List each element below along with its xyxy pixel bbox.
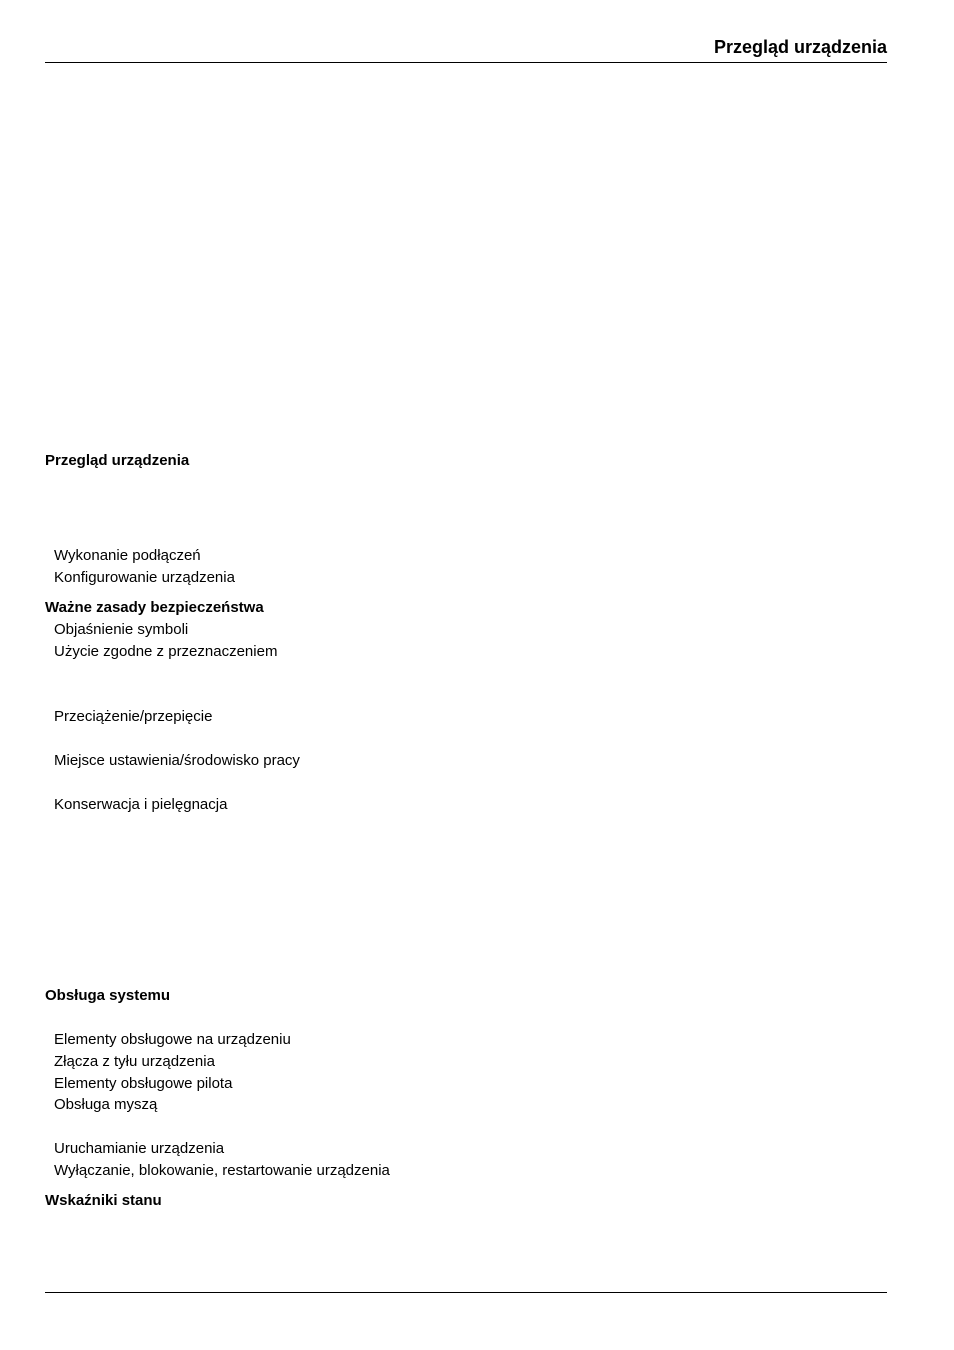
toc-item-remote-controls[interactable]: Elementy obsługowe pilota — [54, 1075, 233, 1092]
header-rule — [45, 62, 887, 63]
toc-item-mouse[interactable]: Obsługa myszą — [54, 1096, 158, 1113]
toc-section-safety[interactable]: Ważne zasady bezpieczeństwa — [45, 599, 264, 616]
toc-item-maintenance[interactable]: Konserwacja i pielęgnacja — [54, 796, 228, 813]
toc-item-shutdown[interactable]: Wyłączanie, blokowanie, restartowanie urządzenia — [54, 1162, 390, 1179]
page-header-title: Przegląd urządzenia — [713, 37, 887, 57]
toc-item-intended-use[interactable]: Użycie zgodne z przeznaczeniem — [54, 643, 278, 660]
toc-item-rear-ports[interactable]: Złącza z tyłu urządzenia — [54, 1053, 215, 1070]
toc-item-connections[interactable]: Wykonanie podłączeń — [54, 547, 201, 564]
toc-section-overview[interactable]: Przegląd urządzenia — [45, 452, 190, 469]
toc-item-symbols[interactable]: Objaśnienie symboli — [54, 621, 189, 638]
footer-rule — [45, 1292, 887, 1293]
toc-item-location[interactable]: Miejsce ustawienia/środowisko pracy — [54, 752, 300, 769]
toc-item-startup[interactable]: Uruchamianie urządzenia — [54, 1140, 225, 1157]
toc-item-device-controls[interactable]: Elementy obsługowe na urządzeniu — [54, 1031, 291, 1048]
toc-section-operation[interactable]: Obsługa systemu — [45, 987, 171, 1004]
toc-item-configure[interactable]: Konfigurowanie urządzenia — [54, 569, 235, 586]
toc-section-status[interactable]: Wskaźniki stanu — [45, 1192, 162, 1209]
toc-item-overload[interactable]: Przeciążenie/przepięcie — [54, 708, 213, 725]
